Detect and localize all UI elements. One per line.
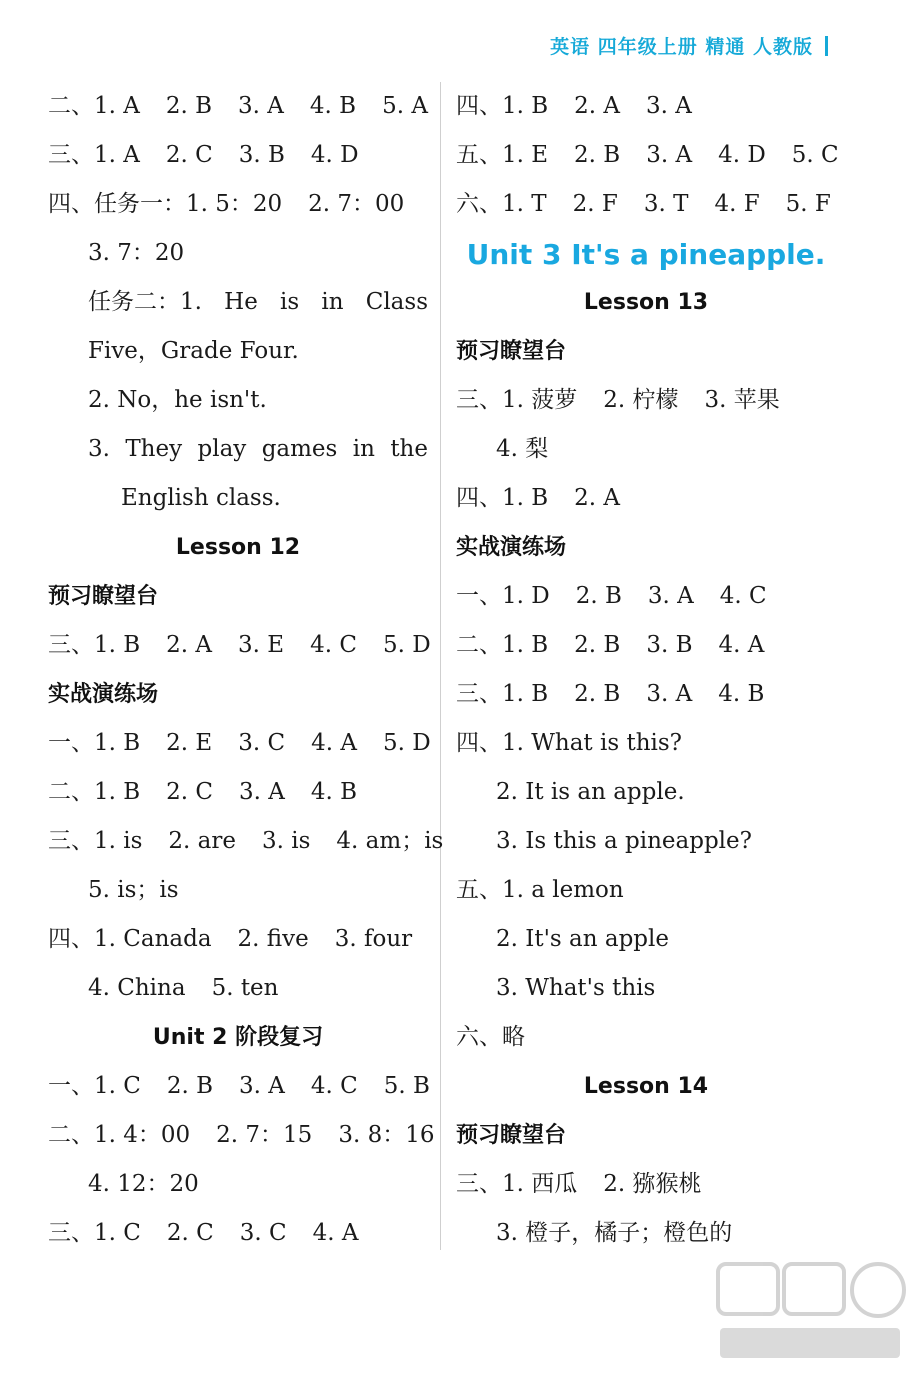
answer-item: 3. A xyxy=(238,93,284,119)
answer-item: 5. C xyxy=(791,142,839,168)
answer-item: 2. It's an apple xyxy=(496,926,669,952)
left-column xyxy=(48,82,444,1258)
answer-item: 三、1. 菠萝 xyxy=(456,387,578,413)
answer-item: 任务二：1. xyxy=(88,289,202,315)
answer-item: 4. B xyxy=(309,93,357,119)
answer-item: 4. am；is xyxy=(336,828,444,854)
answer-item: play xyxy=(197,436,247,462)
answer-item: 2. No，he isn't. xyxy=(88,387,267,413)
answer-item: 3. is xyxy=(262,828,311,854)
answer-row xyxy=(48,82,428,131)
header-text: 英语 四年级上册 精通 人教版 xyxy=(550,36,813,58)
answer-item: 3. A xyxy=(646,681,693,707)
answer-item: 3. T xyxy=(643,191,689,217)
answer-item: 4. F xyxy=(714,191,760,217)
answer-row xyxy=(48,278,428,327)
answer-item: 4. C xyxy=(310,1073,358,1099)
answer-item: 2. five xyxy=(237,926,309,952)
answer-row xyxy=(456,719,836,768)
answer-item: 3. C xyxy=(238,730,286,756)
answer-row xyxy=(48,425,428,474)
answer-item: Class xyxy=(365,289,428,315)
answer-row xyxy=(456,1013,836,1062)
answer-item: 2. B xyxy=(166,1073,214,1099)
answer-row xyxy=(48,1209,428,1258)
lesson-heading: Unit 2 阶段复习 xyxy=(152,1025,324,1050)
answer-item: 3. A xyxy=(646,93,692,119)
answer-item: He xyxy=(224,289,258,315)
section-title: 预习瞭望台 xyxy=(48,584,159,609)
right-column xyxy=(456,82,839,1258)
answer-item: 二、1. B xyxy=(456,632,549,658)
answer-item: 4. C xyxy=(310,632,357,658)
watermark-logo xyxy=(710,1258,910,1368)
answer-item: 2. C xyxy=(166,1220,214,1246)
answer-item: 2. 7：15 xyxy=(216,1122,313,1148)
answer-item: Five，Grade Four. xyxy=(88,338,299,364)
answer-item: 2. A xyxy=(574,485,621,511)
answer-item: 3. 7：20 xyxy=(88,240,185,266)
answer-item: 4. China xyxy=(88,975,186,1001)
answer-item: 3. 苹果 xyxy=(704,387,780,413)
answer-row xyxy=(48,817,444,866)
answer-item: 3. E xyxy=(238,632,285,658)
answer-item: 3. A xyxy=(646,142,693,168)
answer-row xyxy=(456,817,836,866)
answer-item: 3. What's this xyxy=(496,975,656,1001)
answer-item: 2. 柠檬 xyxy=(603,387,679,413)
answer-item: 四、任务一：1. 5：20 xyxy=(48,191,283,217)
answer-item: 二、1. 4：00 xyxy=(48,1122,191,1148)
answer-row xyxy=(456,131,839,180)
answer-row xyxy=(456,670,836,719)
answer-row xyxy=(456,964,836,1013)
answer-item: 2. It is an apple. xyxy=(496,779,685,805)
answer-item: in xyxy=(321,289,344,315)
answer-row xyxy=(48,1062,428,1111)
answer-row xyxy=(48,327,428,376)
answer-row xyxy=(48,474,428,523)
answer-item: They xyxy=(125,436,183,462)
answer-row xyxy=(48,866,428,915)
answer-row xyxy=(456,474,836,523)
answer-item: 4. D xyxy=(310,142,359,168)
answer-item: 3. A xyxy=(239,1073,285,1099)
answer-item: 3. four xyxy=(334,926,413,952)
answer-row xyxy=(456,915,836,964)
answer-row xyxy=(456,82,836,131)
answer-item: 六、略 xyxy=(456,1024,525,1050)
answer-item: 5. F xyxy=(785,191,831,217)
answer-item: 4. D xyxy=(718,142,766,168)
answer-item: 2. F xyxy=(572,191,618,217)
answer-item: 四、1. B xyxy=(456,485,549,511)
answer-item: 三、1. 西瓜 xyxy=(456,1171,578,1197)
answer-item: 4. A xyxy=(312,1220,359,1246)
answer-item: 3. xyxy=(88,436,110,462)
answer-item: 2. A xyxy=(574,93,621,119)
header-bar xyxy=(825,36,828,56)
answer-item: 2. B xyxy=(574,632,621,658)
answer-item: 2. C xyxy=(165,142,213,168)
answer-item: 五、1. a lemon xyxy=(456,877,624,903)
answer-item: 一、1. C xyxy=(48,1073,141,1099)
answer-item: 3. 橙子，橘子；橙色的 xyxy=(496,1220,733,1246)
answer-item: 3. B xyxy=(238,142,285,168)
section-title: 预习瞭望台 xyxy=(456,339,567,364)
answer-item: 5. D xyxy=(382,632,431,658)
answer-item: 5. is；is xyxy=(88,877,179,903)
answer-row xyxy=(456,425,836,474)
answer-row xyxy=(456,621,836,670)
answer-row xyxy=(48,719,431,768)
answer-item: 5. A xyxy=(382,93,428,119)
answer-item: 5. ten xyxy=(211,975,279,1001)
answer-item: 5. B xyxy=(383,1073,430,1099)
answer-item: 四、1. What is this? xyxy=(456,730,682,756)
answer-row xyxy=(48,180,428,229)
answer-item: 4. 梨 xyxy=(496,436,549,462)
answer-item: 4. B xyxy=(310,779,358,805)
answer-item: 2. C xyxy=(166,779,214,805)
answer-row xyxy=(456,180,836,229)
answer-item: 五、1. E xyxy=(456,142,549,168)
answer-item: 3. C xyxy=(239,1220,287,1246)
answer-row xyxy=(456,572,836,621)
answer-item: 3. B xyxy=(646,632,693,658)
answer-item: 4. C xyxy=(719,583,767,609)
answer-item: 3. 8：16 xyxy=(338,1122,435,1148)
answer-item: 二、1. B xyxy=(48,779,141,805)
answer-item: 4. 12：20 xyxy=(88,1171,199,1197)
answer-item: 4. A xyxy=(718,632,765,658)
section-title: 实战演练场 xyxy=(48,682,159,707)
lesson-heading: Lesson 14 xyxy=(583,1074,709,1099)
answer-row xyxy=(48,768,428,817)
answer-row xyxy=(456,1160,836,1209)
answer-item: 三、1. B xyxy=(456,681,549,707)
answer-item: English class. xyxy=(121,485,281,511)
answer-item: 三、1. C xyxy=(48,1220,141,1246)
answer-item: 3. A xyxy=(239,779,285,805)
answer-item: 2. 7：00 xyxy=(308,191,405,217)
answer-row xyxy=(48,915,428,964)
answer-item: 3. A xyxy=(647,583,694,609)
answer-item: 3. Is this a pineapple? xyxy=(496,828,752,854)
answer-item: 一、1. B xyxy=(48,730,141,756)
column-divider xyxy=(440,82,441,1250)
answer-item: is xyxy=(280,289,300,315)
page-header xyxy=(550,32,828,59)
answer-item: 2. B xyxy=(575,583,622,609)
answer-row xyxy=(456,768,836,817)
answer-item: the xyxy=(390,436,428,462)
lesson-heading: Lesson 12 xyxy=(175,535,301,560)
answer-item: 5. D xyxy=(382,730,431,756)
answer-item: 2. A xyxy=(166,632,213,658)
answer-item: 一、1. D xyxy=(456,583,550,609)
answer-item: 2. B xyxy=(574,142,621,168)
answer-item: 三、1. is xyxy=(48,828,143,854)
answer-item: 2. 猕猴桃 xyxy=(603,1171,702,1197)
answer-row xyxy=(456,866,836,915)
answer-row xyxy=(48,964,428,1013)
answer-row xyxy=(48,621,431,670)
section-title: 预习瞭望台 xyxy=(456,1123,567,1148)
answer-row xyxy=(48,1160,428,1209)
answer-item: 四、1. Canada xyxy=(48,926,212,952)
answer-row xyxy=(48,229,428,278)
answer-item: 4. B xyxy=(718,681,765,707)
section-title: 实战演练场 xyxy=(456,535,567,560)
answer-item: 六、1. T xyxy=(456,191,547,217)
answer-item: 二、1. A xyxy=(48,93,140,119)
answer-row xyxy=(456,376,836,425)
answer-item: in xyxy=(352,436,375,462)
answer-item: 2. B xyxy=(165,93,213,119)
answer-row xyxy=(48,131,428,180)
answer-item: 四、1. B xyxy=(456,93,549,119)
answer-item: games xyxy=(261,436,338,462)
answer-row xyxy=(456,1209,836,1258)
answer-item: 三、1. B xyxy=(48,632,141,658)
answer-item: 2. E xyxy=(166,730,213,756)
answer-item: 三、1. A xyxy=(48,142,140,168)
answer-row xyxy=(48,376,428,425)
answer-row xyxy=(48,1111,435,1160)
answer-item: 4. A xyxy=(311,730,357,756)
unit-title: Unit 3 It's a pineapple. xyxy=(466,238,826,271)
answer-item: 2. B xyxy=(574,681,621,707)
lesson-heading: Lesson 13 xyxy=(583,290,709,315)
answer-item: 2. are xyxy=(168,828,236,854)
